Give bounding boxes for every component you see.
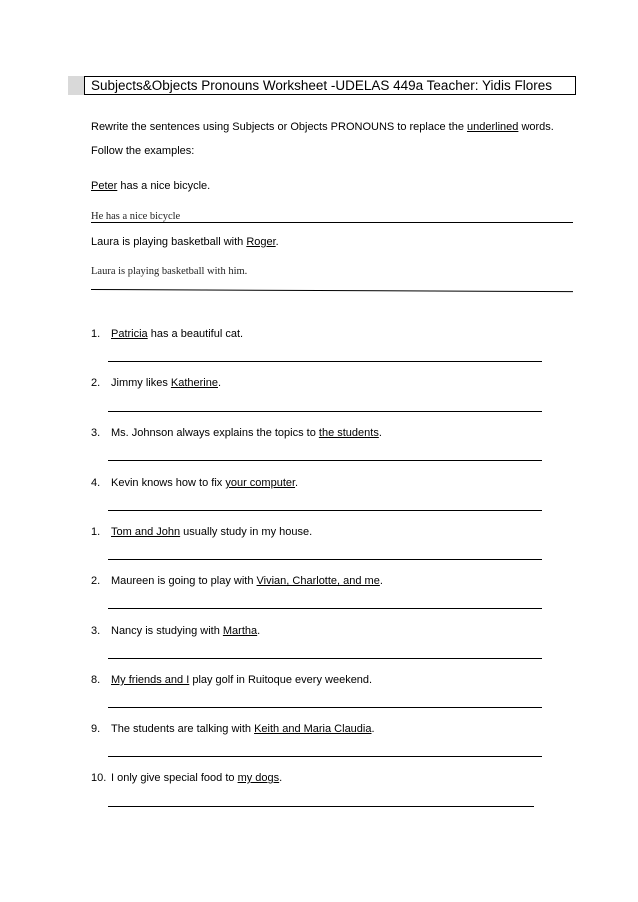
question-item xyxy=(91,476,298,490)
question-text-end: play golf in Ruitoque every weekend. xyxy=(189,674,373,686)
question-text-end: . xyxy=(257,625,261,637)
example-underlined: Roger xyxy=(246,236,276,248)
question-underlined: my dogs xyxy=(237,772,280,784)
question-underlined: Keith and Maria Claudia xyxy=(254,723,372,735)
question-number: 8. xyxy=(91,674,101,686)
question-item xyxy=(91,673,372,687)
question-item xyxy=(91,426,382,440)
question-number: 4. xyxy=(91,477,101,489)
question-number: 10. xyxy=(91,772,107,784)
question-number: 1. xyxy=(91,526,101,538)
question-underlined: Patricia xyxy=(111,328,148,340)
instruction-line-1 xyxy=(91,120,554,134)
question-text-end: . xyxy=(379,575,383,587)
question-underlined: the students xyxy=(318,427,379,439)
example-answer: Laura is playing basketball with him. xyxy=(91,266,248,277)
question-number: 2. xyxy=(91,377,101,389)
question-text-end: usually study in my house. xyxy=(180,526,313,538)
question-text: Ms. Johnson always explains the topics to xyxy=(111,427,319,439)
answer-line[interactable] xyxy=(108,707,542,708)
question-underlined: Martha xyxy=(222,625,258,637)
question-number: 1. xyxy=(91,328,101,340)
instruction-text-end: words. xyxy=(518,121,554,133)
question-underlined: Vivian, Charlotte, and me xyxy=(256,575,380,587)
answer-line[interactable] xyxy=(108,411,542,412)
example-text: Laura is playing basketball with xyxy=(91,236,247,248)
example-answer: He has a nice bicycle xyxy=(91,211,181,222)
question-text: Kevin knows how to fix xyxy=(111,477,226,489)
question-text: Nancy is studying with xyxy=(111,625,223,637)
question-text: Jimmy likes xyxy=(111,377,171,389)
answer-line[interactable] xyxy=(108,361,542,362)
example-text-end: . xyxy=(275,236,279,248)
question-text: The students are talking with xyxy=(111,723,255,735)
answer-line[interactable] xyxy=(108,658,542,659)
question-item xyxy=(91,327,243,341)
question-underlined: Tom and John xyxy=(111,526,181,538)
example-answer-line xyxy=(91,222,573,223)
example-text: has a nice bicycle. xyxy=(117,180,211,192)
question-text: I only give special food to xyxy=(111,772,238,784)
question-text-end: . xyxy=(295,477,299,489)
example-sentence xyxy=(91,235,279,249)
question-text: Maureen is going to play with xyxy=(111,575,257,587)
question-number: 9. xyxy=(91,723,101,735)
instruction-underlined: underlined xyxy=(467,121,519,133)
instruction-text: Rewrite the sentences using Subjects or Objects PRONOUNS to replace the xyxy=(91,121,468,133)
question-text-end: . xyxy=(217,377,222,389)
example-answer-line xyxy=(91,289,573,292)
question-number: 3. xyxy=(91,625,101,637)
question-item xyxy=(91,624,260,638)
title-shade xyxy=(68,76,84,95)
question-text-end: . xyxy=(371,723,375,735)
example-sentence xyxy=(91,179,210,193)
answer-line[interactable] xyxy=(108,608,542,609)
answer-line[interactable] xyxy=(108,756,542,757)
question-underlined: Katherine xyxy=(170,377,218,389)
question-item xyxy=(91,376,221,390)
answer-line[interactable] xyxy=(108,510,542,511)
answer-line[interactable] xyxy=(108,460,542,461)
question-text-end: . xyxy=(279,772,283,784)
example-underlined: Peter xyxy=(91,180,118,192)
question-number: 2. xyxy=(91,575,101,587)
question-item xyxy=(91,771,282,785)
worksheet-title: Subjects&Objects Pronouns Worksheet -UDELAS 449a Teacher: Yidis Flores xyxy=(84,76,576,95)
instruction-line-2: Follow the examples: xyxy=(91,145,195,157)
question-underlined: your computer xyxy=(225,477,296,489)
answer-line[interactable] xyxy=(108,806,534,807)
question-text-end: has a beautiful cat. xyxy=(147,328,244,340)
question-underlined: My friends and I xyxy=(111,674,190,686)
answer-line[interactable] xyxy=(108,559,542,560)
question-text-end: . xyxy=(378,427,382,439)
question-item xyxy=(91,525,312,539)
question-item xyxy=(91,574,383,588)
question-item xyxy=(91,722,375,736)
question-number: 3. xyxy=(91,427,101,439)
